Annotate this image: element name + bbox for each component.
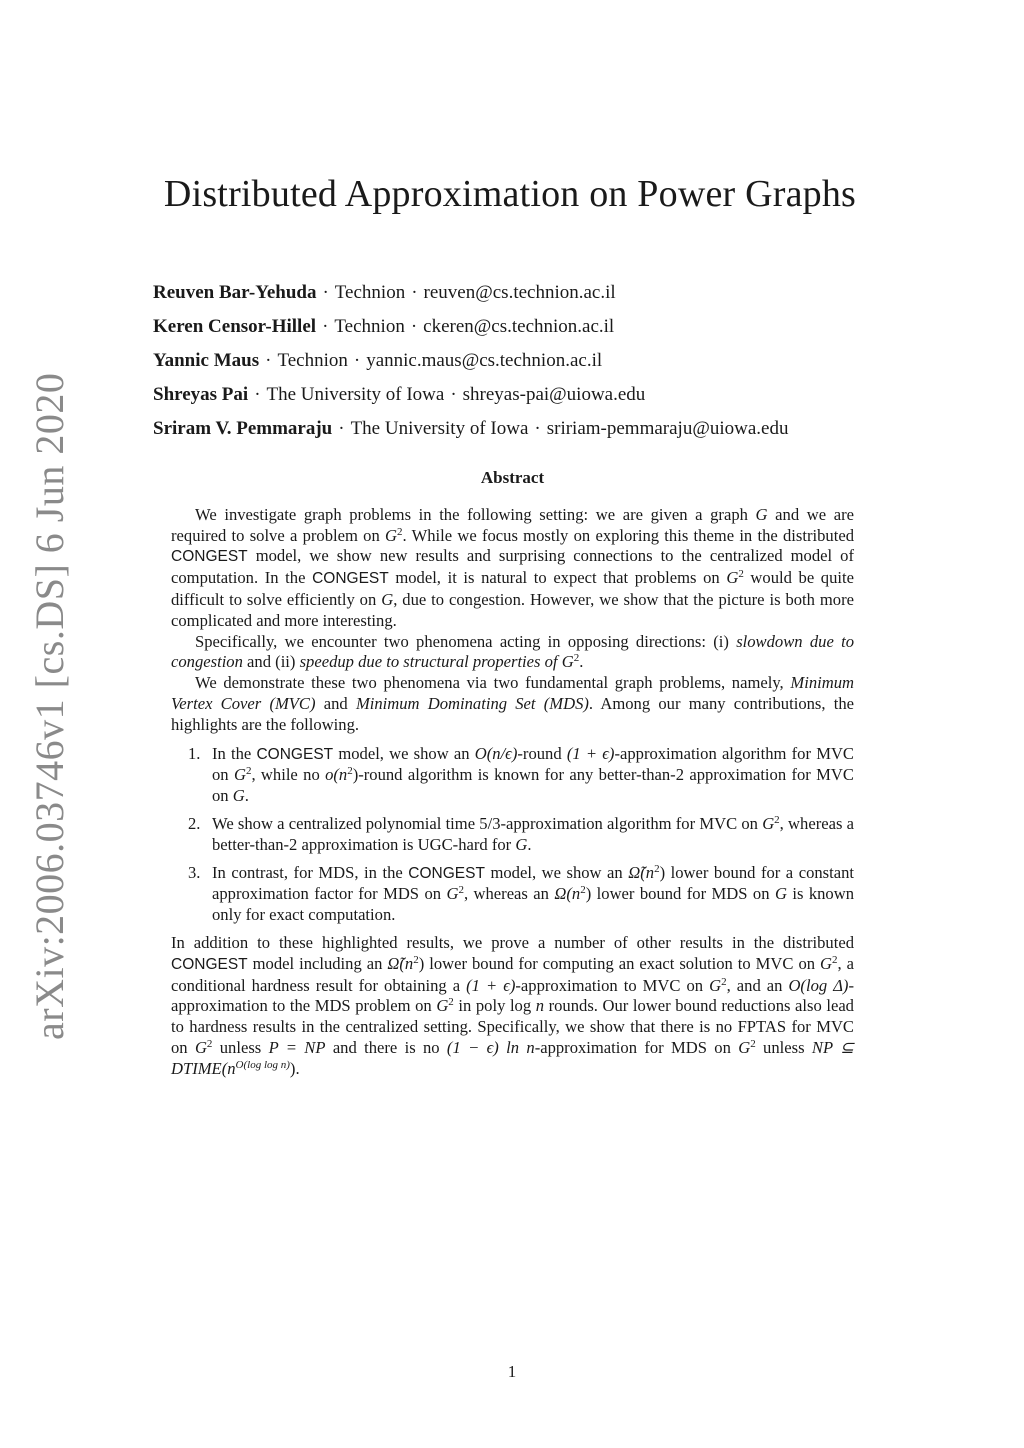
author-name: Keren Censor-Hillel [153,316,317,337]
text-run: We investigate graph problems in the following setting: we are given a graph [195,504,756,524]
text-run: , while no [251,765,326,785]
highlights-list [171,744,854,926]
emphasis-text: slowdown due to congestion [171,631,854,672]
math-symbol: G [385,525,397,545]
superscript: 2 [774,813,780,826]
item-number: 3. [188,862,201,882]
author-entry [153,418,788,452]
author-affiliation: The University of Iowa [350,418,529,439]
math-symbol: G [233,765,246,785]
author-email: sririam-pemmaraju@uiowa.edu [546,418,789,439]
math-symbol: G [436,996,449,1016]
math-expression: NP ⊆ DTIME(n [171,1037,855,1078]
math-expression: (1 + ϵ) [566,743,615,763]
paper-title: Distributed Approximation on Power Graphs [163,173,857,215]
author-affiliation: Technion [334,316,405,337]
emphasis-text: Minimum Vertex Cover (MVC) [171,673,854,713]
congest-keyword: CONGEST [256,745,334,763]
text-run: unless [212,1037,269,1057]
superscript: 2 [654,862,660,875]
congest-keyword: CONGEST [171,955,248,973]
separator: · [322,316,329,337]
text-run: ). [289,1058,300,1078]
separator: · [338,418,345,439]
text-run: . [527,834,532,854]
text-run: would be quite difficult to solve efficiently on [171,568,854,609]
superscript: 2 [721,975,727,988]
text-run: We show a centralized polynomial time 5/3-approximation algorithm for MVC on [212,813,763,833]
text-run: in poly log [453,996,536,1016]
author-name: Sriram V. Pemmaraju [153,418,333,439]
author-name: Yannic Maus [153,350,260,371]
congest-keyword: CONGEST [312,570,389,588]
superscript: 2 [245,765,252,778]
author-entry [153,282,788,316]
list-item [171,814,854,856]
text-run: , and an [726,975,789,995]
author-name: Reuven Bar-Yehuda [153,282,317,303]
abstract-closing-paragraph [171,933,854,1080]
math-symbol: G [194,1037,207,1057]
text-run: -approximation to MVC on [515,975,710,995]
separator: · [353,350,361,371]
text-run: . Among our many contributions, the highlights are the following. [171,693,855,734]
math-symbol: G [709,975,722,995]
list-item [171,744,854,807]
separator: · [410,316,418,337]
text-run: In contrast, for MDS, in the [212,862,409,882]
separator: · [265,350,272,371]
abstract-heading: Abstract [480,468,545,487]
text-run: In the [212,743,257,763]
text-run: and we are required to solve a problem on [171,504,854,545]
abstract-paragraph [171,673,854,735]
author-affiliation: Technion [334,282,406,303]
item-number: 1. [188,743,201,763]
emphasis-text: speedup due to structural properties of [299,652,562,672]
superscript: 2 [580,884,586,897]
superscript: 2 [206,1037,213,1050]
math-symbol: G [774,884,787,904]
separator: · [254,384,261,405]
math-symbol: G [515,834,528,854]
text-run: is known only for exact computation. [212,884,854,925]
text-run: ) lower bound for computing an exact solution to MVC on [418,953,821,973]
separator: · [534,418,541,439]
text-run: -round [517,743,567,763]
separator: · [450,384,457,405]
math-symbol: G [446,884,459,904]
text-run: , whereas an [463,884,555,904]
abstract-paragraph [171,632,854,674]
text-run: ) lower bound for MDS on [585,884,775,904]
arxiv-identifier: arXiv:2006.03746v1 [cs.DS] 6 Jun 2020 [27,372,72,1040]
separator: · [322,282,329,303]
text-run: and [315,693,356,713]
superscript: 2 [832,953,838,966]
math-symbol: n [535,996,545,1016]
text-run: . [579,652,584,672]
text-run: model, we show an [484,862,629,882]
math-symbol: G [561,652,574,672]
math-expression: O(log Δ) [788,975,849,995]
text-run: -approximation to the MDS problem on [171,975,854,1016]
author-entry [153,384,788,418]
math-symbol: G [762,813,775,833]
math-expression: Ω̃(n [628,862,655,882]
text-run: model, we show an [333,743,475,763]
superscript: 2 [396,525,403,538]
abstract-section [171,468,854,1080]
text-run: ) lower bound for a constant approximation factor for MDS on [212,862,854,904]
math-expression: Ω̃(n [387,953,414,973]
superscript: 2 [738,568,744,581]
text-run: and there is no [325,1037,447,1057]
superscript: O(log log n) [235,1058,290,1071]
list-item [171,863,854,926]
math-symbol: G [755,504,768,524]
author-email: ckeren@cs.technion.ac.il [423,316,615,337]
text-run: )-round algorithm is known for any better-than-2 approximation for MVC on [212,765,854,806]
superscript: 2 [413,953,419,966]
text-run: In addition to these highlighted results, we prove a number of other results in the distributed [171,932,854,952]
abstract-paragraph [171,505,854,632]
math-symbol: G [232,786,245,806]
emphasis-text: Minimum Dominating Set (MDS) [355,693,589,713]
text-run: Specifically, we encounter two phenomena acting in opposing directions: (i) [195,631,737,651]
math-expression: P = NP [268,1037,326,1057]
math-expression: Ω(n [554,884,581,904]
text-run: . While we focus mostly on exploring this theme in the distributed [402,525,854,545]
superscript: 2 [448,996,454,1009]
math-symbol: G [381,589,394,609]
text-run: unless [755,1037,812,1057]
text-run: model including an [247,953,388,973]
author-email: shreyas-pai@uiowa.edu [462,384,646,405]
superscript: 2 [458,884,464,897]
text-run: , whereas a better-than-2 approximation is UGC-hard for [212,813,854,854]
math-expression: o(n [325,765,348,785]
author-affiliation: The University of Iowa [266,384,445,405]
superscript: 2 [750,1037,756,1050]
text-run: model, it is natural to expect that problems on [388,568,727,588]
text-run: , due to congestion. However, we show that the picture is both more complicated and more interesting. [171,589,854,630]
text-run: model, we show new results and surprising connections to the centralized model of computation. In the [171,546,854,588]
item-number: 2. [188,813,201,833]
math-expression: (1 + ϵ) [466,975,516,995]
text-run: , a conditional hardness result for obtaining a [171,953,854,995]
congest-keyword: CONGEST [171,548,248,566]
author-name: Shreyas Pai [153,384,249,405]
author-email: yannic.maus@cs.technion.ac.il [366,350,603,371]
text-run: and (ii) [242,652,300,672]
text-run: . [244,786,249,806]
page-number: 1 [507,1362,517,1381]
text-run: We demonstrate these two phenomena via two fundamental graph problems, namely, [195,673,791,693]
text-run: -approximation for MDS on [534,1037,739,1057]
superscript: 2 [573,652,580,665]
separator: · [411,282,418,303]
author-entry [153,316,788,350]
math-symbol: G [726,568,739,588]
math-expression: (1 − ϵ) ln n [446,1037,535,1057]
author-entry [153,350,788,384]
superscript: 2 [347,765,353,778]
text-run: rounds. Our lower bound reductions also lead to hardness results in the centralized setting. Specifically, we show that there is no FPTAS for MVC on [171,996,854,1057]
congest-keyword: CONGEST [408,864,485,882]
math-symbol: G [738,1037,751,1057]
author-email: reuven@cs.technion.ac.il [423,282,616,303]
math-expression: O(n/ϵ) [474,743,518,763]
author-affiliation: Technion [277,350,348,371]
math-symbol: G [820,953,832,973]
author-list [153,282,788,452]
text-run: -approximation algorithm for MVC on [212,743,854,785]
